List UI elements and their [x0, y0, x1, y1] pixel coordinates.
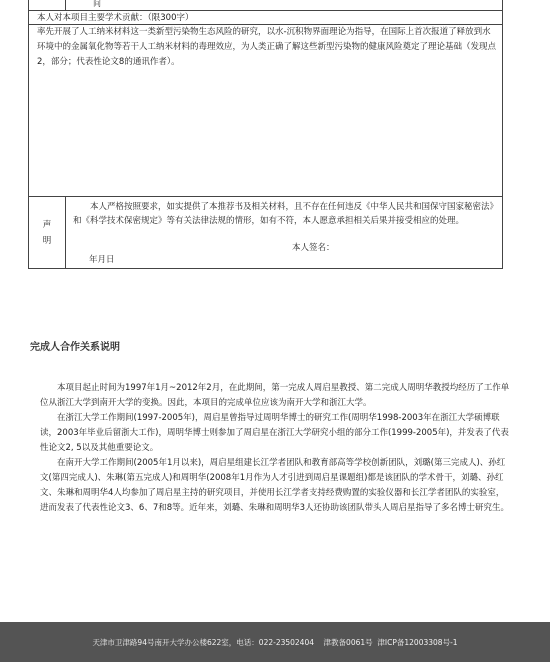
declaration-label-char: 明 — [42, 235, 52, 246]
footer-icp[interactable]: 津ICP备12003308号-1 — [377, 637, 458, 647]
section-paragraph: 本项目起止时间为1997年1月~2012年2月，在此期间，第一完成人周启星教授、第二完成人周明华教授均经历了工作单位从浙江大学到南开大学的变换。因此，本项目的完成单位应该为南开大学和浙江大学。 — [40, 383, 510, 408]
page-footer — [0, 622, 550, 662]
table-column-divider — [65, 0, 66, 10]
section-title: 完成人合作关系说明 — [30, 342, 120, 353]
recommendation-table — [28, 0, 503, 269]
declaration-text: 本人严格按照要求，如实提供了本推荐书及相关材料，且不存在任何违反《中华人民共和国保守国家秘密法》和《科学技术保密规定》等有关法律法规的情形，如有不符，本人愿意承担相关后果并接受相应的处理。 — [73, 202, 499, 226]
table-column-divider — [65, 196, 66, 269]
section-body — [40, 381, 510, 516]
contribution-heading: 本人对本项目主要学术贡献：（限300字） — [37, 13, 194, 23]
footer-separator: ， — [228, 637, 237, 647]
table-row-divider — [29, 196, 502, 197]
declaration-label-char: 声 — [42, 219, 52, 230]
contribution-text: 率先开展了人工纳米材料这一类新型污染物生态风险的研究，以水-沉积物界面理论为指导，在国际上首次报道了释放到水环境中的金属氧化物等若干人工纳米材料的毒理效应，为人类正确了解这些新型污染物的健康风险奠定了理论基础（发现点2，部分；代表性论文8的通讯作者）。 — [37, 27, 497, 67]
footer-address: 天津市卫津路94号南开大学办公楼622室 — [92, 637, 229, 647]
signature-label: 本人签名： — [292, 243, 335, 253]
top-cell-text: 间 — [93, 0, 101, 8]
section-paragraph: 在南开大学工作期间(2005年1月以来)，周启星组建长江学者团队和教育部高等学校创新团队，刘璐(第三完成人)、孙红文(第四完成人)、朱琳(第五完成人)和周明华(2008年1月作为人才引进到周启星课题组)都是该团队的学术骨干，刘璐、孙红文、朱琳和周明华4人均参加了周启星主持的研究项目，并使用长江学者支持经费购置的实验仪器和长江学者团队的实验室，进而发表了代表性论文3、6、7和8等。近年来，刘璐、朱琳和周明华3人还协助该团队带头人周启星指导了多名博士研究生。 — [40, 458, 510, 513]
section-paragraph: 在浙江大学工作期间(1997-2005年)，周启星曾指导过周明华博士的研究工作(周明华1998-2003年在浙江大学硕博联读，2003年毕业后留浙大工作)，周明华博士则参加了周启星在浙江大学研究小组的部分工作(1999-2005年)，并发表了代表性论文2, 5以及其他重要论文。 — [40, 413, 509, 453]
date-label: 年月日 — [89, 255, 115, 265]
footer-gap — [314, 638, 324, 647]
footer-police-record: 津教备0061号 — [323, 637, 373, 647]
declaration-label — [29, 196, 65, 269]
footer-phone: 电话：022-23502404 — [236, 637, 314, 647]
